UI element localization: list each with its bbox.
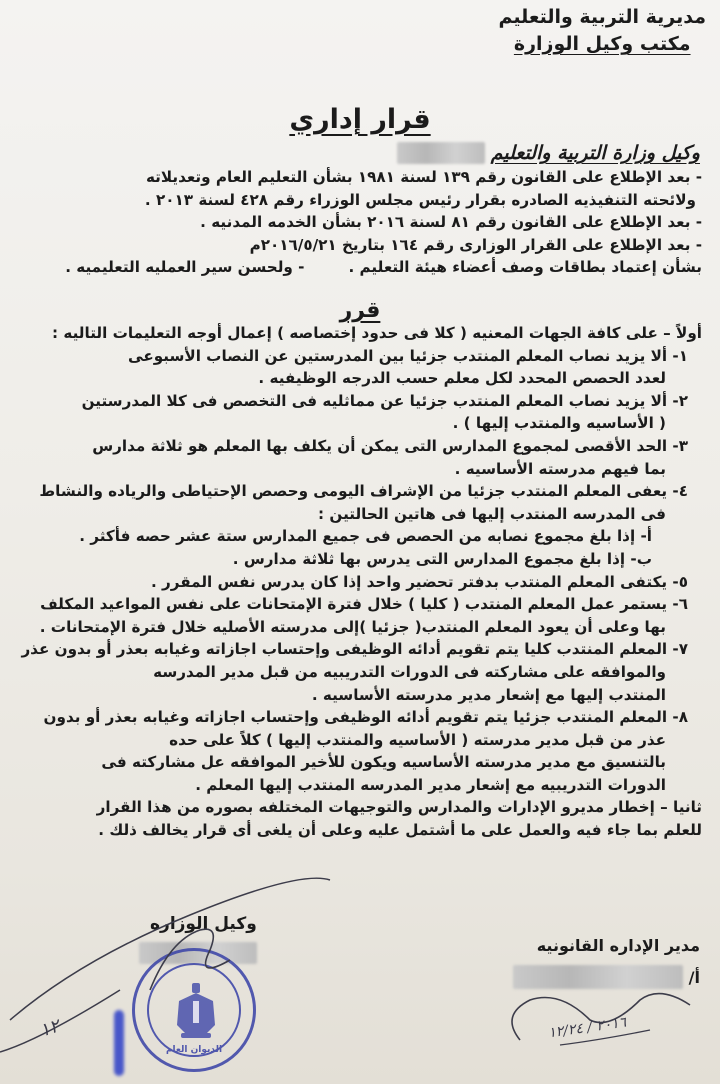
preamble (14, 166, 702, 279)
signatory-title: مدير الإداره القانونيه (536, 936, 700, 955)
decision-item-4-sub-a: أ- إذا بلغ مجموع نصابه من الحصص فى جميع المدارس ستة عشر حصه فأكثر . (79, 527, 652, 546)
signature-legal-director (513, 936, 700, 989)
decision-item-2: ٢- ألا يزيد نصاب المعلم المنتدب جزئيا عن مماثليه فى التخصص فى كلا المدرستين (81, 391, 688, 410)
preamble-line: بشأن إعتماد بطاقات وصف أعضاء هيئة التعليم . (348, 258, 702, 277)
decision-item-8-cont: الدورات التدريبيه مع إشعار مدير المدرسه المنتدب إليها المعلم . (195, 775, 666, 794)
official-stamp (132, 948, 256, 1072)
decision-item-5: ٥- يكتفى المعلم المنتدب بدفتر تحضير واحد إذا كان يدرس نفس المقرر . (150, 572, 688, 591)
signatory-title: وكيل الوزاره (150, 914, 257, 934)
redacted-signatory-name (513, 965, 683, 989)
decision-item-4: ٤- يعفى المعلم المنتدب جزئيا من الإشراف اليومى وحصص الإحتياطى والرياده والنشاط (39, 482, 688, 501)
decision-item-3-cont: بما فيهم مدرسته الأساسيه . (454, 459, 666, 478)
decision-item-2-cont: ( الأساسيه والمنتدب إليها ) . (452, 414, 666, 433)
decided-heading: قرر (339, 298, 381, 323)
closing-line: للعلم بما جاء فيه والعمل على ما أشتمل عليه وعلى أن يلغى أى قرار يخالف ذلك . (98, 821, 702, 840)
directorate-name: مديرية التربية والتعليم (498, 6, 706, 28)
ink-mark (114, 1010, 124, 1076)
name-prefix: أ/ (688, 967, 700, 987)
decision-item-8-cont: بالتنسيق مع مدير مدرسته الأساسيه ويكون للأخير الموافقه عل مشاركته فى (101, 753, 666, 772)
decision-item-3: ٣- الحد الأقصى لمجموع المدارس التى يمكن أن يكلف بها المعلم هو ثلاثة مدارس (92, 436, 688, 455)
preamble-line: - ولحسن سير العمليه التعليميه . (65, 258, 305, 277)
decision-item-4-sub-b: ب- إذا بلغ مجموع المدارس التى يدرس بها ثلاثة مدارس . (232, 549, 652, 568)
section-second: ثانيا – إخطار مديرو الإدارات والمدارس والتوجيهات المختلفه بصوره من هذا القرار (96, 798, 702, 817)
decision-item-8: ٨- المعلم المنتدب جزئيا يتم تقويم أدائه الوظيفى وإحتساب اجازاته وغيابه بعذر أو بدون (43, 708, 688, 727)
issuer-line (397, 142, 700, 164)
decision-item-6: ٦- يستمر عمل المعلم المنتدب ( كليا ) خلال فترة الإمتحانات على نفس المواعيد المكلف (40, 595, 688, 614)
section-first: أولاً – على كافة الجهات المعنيه ( كلا فى حدود إختصاصه ) إعمال أوجه التعليمات التاليه : (52, 324, 702, 342)
preamble-line: - بعد الإطلاع على القانون رقم ١٣٩ لسنة ١٩٨١ بشأن التعليم العام وتعديلاته (145, 168, 702, 186)
issuer-title: وكيل وزارة التربية والتعليم (490, 142, 700, 164)
office-name: مكتب وكيل الوزارة (513, 33, 691, 55)
stamp-text: الديوان العام (165, 1045, 223, 1055)
decisions (14, 322, 702, 842)
document-title: قرار إداري (289, 104, 431, 135)
preamble-line: - بعد الإطلاع على القانون رقم ٨١ لسنة ٢٠١٦ بشأن الخدمه المدنيه . (200, 213, 702, 232)
handwritten-note: ١٢ (37, 1015, 63, 1042)
decision-item-4-cont: فى المدرسه المنتدب إليها فى هاتين الحالتين : (318, 504, 666, 523)
redacted-issuer-name (397, 142, 485, 164)
decision-item-1-cont: لعدد الحصص المحدد لكل معلم حسب الدرجه الوظيفيه . (258, 369, 666, 388)
decision-item-7-cont: المنتدب إليها مع إشعار مدير مدرسته الأساسيه . (311, 685, 666, 704)
handwritten-date: ٢٠١٦ / ١٢/٢٤ (547, 1014, 628, 1042)
decision-item-8-cont: عذر من قبل مدير مدرسته ( الأساسيه والمنتدب إليها ) كلاً على حده (169, 730, 666, 749)
decision-item-7: ٧- المعلم المنتدب كليا يتم تقويم أدائه الوظيفى وإحتساب اجازاته وغيابه بعذر أو بدون عذر (21, 640, 688, 659)
letterhead (498, 4, 706, 58)
decision-item-6-cont: بها وعلى أن يعود المعلم المنتدب( جزئيا )إلى مدرسته الأصليه خلال فترة الإمتحانات . (39, 617, 666, 636)
decision-item-7-cont: والموافقه على مشاركته فى الدورات التدريبيه من قبل مدير المدرسه (153, 662, 666, 681)
preamble-line: - بعد الإطلاع على القرار الوزارى رقم ١٦٤ بتاريخ ٢٠١٦/٥/٢١م (249, 235, 702, 254)
preamble-line: ولائحته التنفيذيه الصادره بقرار رئيس مجلس الوزراء رقم ٤٢٨ لسنة ٢٠١٣ . (144, 190, 696, 209)
eagle-emblem-icon (173, 981, 219, 1041)
decision-item-1: ١- ألا يزيد نصاب المعلم المنتدب جزئيا بين المدرستين عن النصاب الأسبوعى (127, 346, 688, 365)
